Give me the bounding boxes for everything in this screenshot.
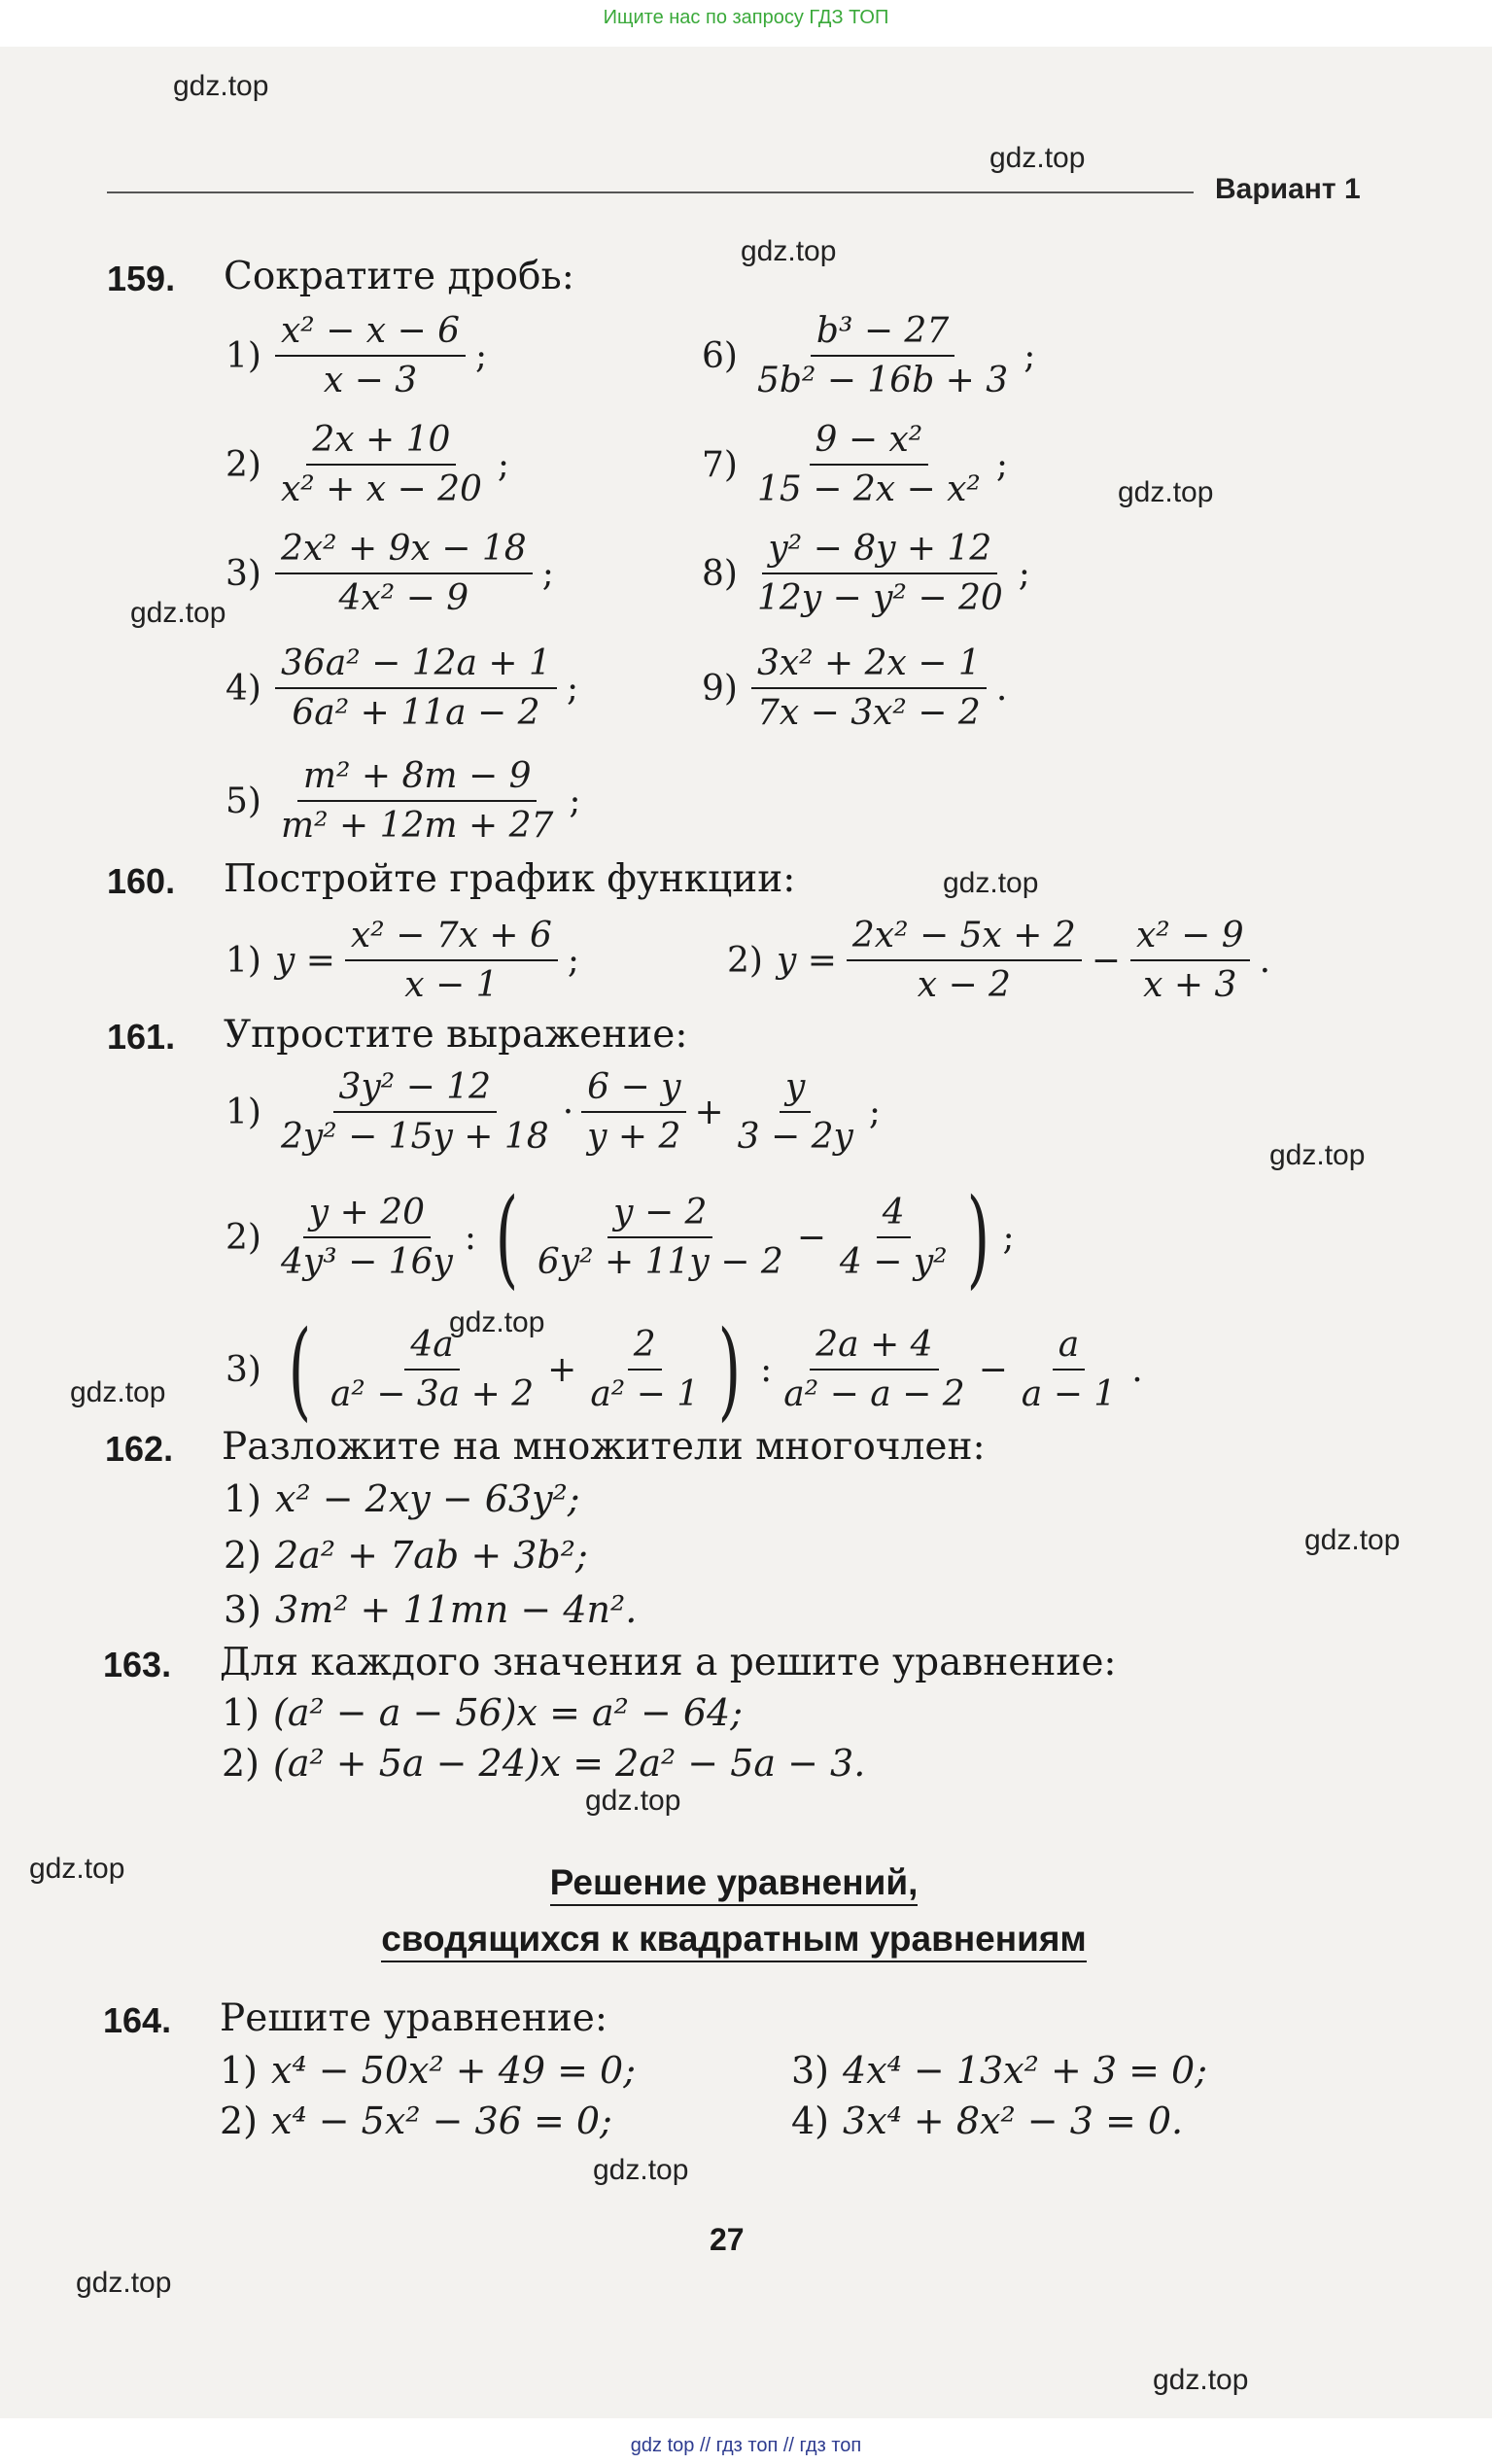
equation-item bbox=[791, 2049, 1207, 2092]
left-paren: ( bbox=[495, 1175, 519, 1300]
fraction bbox=[834, 1193, 954, 1282]
problem-number: 159. bbox=[107, 259, 176, 298]
item-label: 4) bbox=[226, 668, 261, 709]
problem-number: 161. bbox=[107, 1017, 176, 1057]
equation-item bbox=[222, 1742, 865, 1785]
operator: : bbox=[760, 1349, 773, 1390]
lhs: y = bbox=[776, 940, 837, 981]
item-suffix: ; bbox=[567, 940, 579, 981]
problem-number: 160. bbox=[107, 861, 176, 901]
denominator: 3 − 2y bbox=[737, 1117, 853, 1157]
denominator: 15 − 2x − x² bbox=[756, 469, 981, 509]
top-banner: Ищите нас по запросу ГДЗ ТОП bbox=[0, 0, 1492, 35]
left-paren: ( bbox=[288, 1307, 312, 1432]
variant-label: Вариант 1 bbox=[1215, 173, 1361, 205]
fraction-item bbox=[702, 643, 1007, 733]
item-label: 1) bbox=[220, 2049, 259, 2092]
denominator: a − 1 bbox=[1021, 1374, 1117, 1414]
item-suffix: ; bbox=[497, 444, 510, 485]
numerator: 36a² − 12a + 1 bbox=[275, 643, 557, 689]
numerator: y − 2 bbox=[607, 1193, 712, 1238]
item-label: 4) bbox=[791, 2100, 830, 2142]
item-suffix: ; bbox=[995, 444, 1008, 485]
fraction bbox=[847, 916, 1082, 1005]
problem-number: 162. bbox=[105, 1429, 174, 1469]
right-paren: ) bbox=[966, 1175, 989, 1300]
denominator: 4x² − 9 bbox=[338, 578, 469, 618]
function-item bbox=[226, 916, 579, 1005]
polynomial-item bbox=[224, 1477, 580, 1520]
watermark: gdz.top bbox=[593, 2154, 689, 2186]
header-rule bbox=[107, 191, 1194, 193]
fraction-item bbox=[226, 311, 487, 400]
fraction-item bbox=[226, 643, 578, 733]
section-heading-text: сводящихся к квадратным уравнениям bbox=[381, 1919, 1087, 1962]
item-label: 2) bbox=[226, 444, 261, 485]
denominator: 7x − 3x² − 2 bbox=[756, 693, 981, 733]
item-label: 1) bbox=[226, 940, 261, 981]
problem-title: Постройте график функции: bbox=[224, 857, 796, 901]
denominator: m² + 12m + 27 bbox=[280, 806, 554, 846]
operator: − bbox=[1091, 940, 1121, 981]
fraction bbox=[1016, 1325, 1122, 1414]
watermark: gdz.top bbox=[989, 142, 1086, 174]
problem-title: Решите уравнение: bbox=[220, 1996, 608, 2040]
numerator: 3y² − 12 bbox=[333, 1067, 498, 1113]
item-label: 2) bbox=[226, 1217, 261, 1258]
problem-number: 163. bbox=[103, 1645, 172, 1684]
watermark: gdz.top bbox=[29, 1853, 125, 1885]
item-label: 2) bbox=[224, 1534, 262, 1577]
equation-item bbox=[220, 2100, 612, 2142]
expression-item bbox=[226, 1175, 1015, 1300]
operator: + bbox=[547, 1349, 577, 1390]
item-suffix: . bbox=[995, 668, 1008, 709]
denominator: 2y² − 15y + 18 bbox=[280, 1117, 549, 1157]
fraction bbox=[275, 420, 488, 509]
item-suffix: ; bbox=[475, 335, 488, 376]
item-suffix: ; bbox=[1018, 553, 1030, 594]
numerator: b³ − 27 bbox=[811, 311, 954, 357]
watermark: gdz.top bbox=[1304, 1524, 1401, 1556]
fraction bbox=[275, 756, 559, 846]
watermark: gdz.top bbox=[173, 70, 269, 102]
denominator: 5b² − 16b + 3 bbox=[756, 361, 1009, 400]
denominator: 6a² + 11a − 2 bbox=[292, 693, 540, 733]
fraction-item bbox=[702, 420, 1008, 509]
bottom-banner: gdz top // гдз топ // гдз топ bbox=[0, 2428, 1492, 2464]
expression-item bbox=[226, 1067, 881, 1157]
denominator: x² + x − 20 bbox=[280, 469, 482, 509]
numerator: 2x² + 9x − 18 bbox=[275, 529, 533, 574]
operator: − bbox=[796, 1217, 826, 1258]
expression: (a² − a − 56)x = a² − 64; bbox=[273, 1691, 744, 1734]
watermark: gdz.top bbox=[76, 2267, 172, 2299]
item-label: 7) bbox=[702, 444, 738, 485]
expression: 3m² + 11mn − 4n². bbox=[275, 1588, 638, 1631]
fraction bbox=[751, 529, 1009, 618]
item-label: 3) bbox=[226, 553, 261, 594]
item-label: 1) bbox=[226, 1092, 261, 1132]
numerator: 2a + 4 bbox=[810, 1325, 938, 1371]
item-label: 3) bbox=[224, 1588, 262, 1631]
watermark: gdz.top bbox=[70, 1376, 166, 1408]
fraction bbox=[778, 1325, 970, 1414]
watermark: gdz.top bbox=[130, 597, 226, 629]
item-label: 5) bbox=[226, 781, 261, 821]
fraction bbox=[584, 1325, 705, 1414]
item-label: 3) bbox=[791, 2049, 830, 2092]
fraction bbox=[275, 1193, 459, 1282]
numerator: 3x² + 2x − 1 bbox=[751, 643, 987, 689]
item-suffix: . bbox=[1259, 940, 1271, 981]
denominator: 12y − y² − 20 bbox=[756, 578, 1003, 618]
fraction bbox=[581, 1067, 686, 1157]
equation-item bbox=[791, 2100, 1183, 2142]
numerator: 6 − y bbox=[581, 1067, 686, 1113]
item-label: 1) bbox=[226, 335, 261, 376]
expression: 2a² + 7ab + 3b²; bbox=[275, 1534, 588, 1577]
operator: − bbox=[978, 1349, 1008, 1390]
fraction bbox=[532, 1193, 789, 1282]
numerator: y bbox=[780, 1067, 811, 1113]
item-suffix: . bbox=[1131, 1349, 1143, 1390]
denominator: a² − 1 bbox=[590, 1374, 700, 1414]
fraction bbox=[732, 1067, 859, 1157]
item-label: 9) bbox=[702, 668, 738, 709]
item-suffix: ; bbox=[1024, 335, 1036, 376]
watermark: gdz.top bbox=[585, 1785, 681, 1817]
fraction bbox=[751, 643, 987, 733]
watermark: gdz.top bbox=[943, 867, 1039, 899]
item-suffix: ; bbox=[566, 668, 579, 709]
denominator: 6y² + 11y − 2 bbox=[537, 1242, 783, 1282]
expression: (a² + 5a − 24)x = 2a² − 5a − 3. bbox=[273, 1742, 866, 1785]
expression: x⁴ − 50x² + 49 = 0; bbox=[271, 2049, 637, 2092]
item-label: 3) bbox=[226, 1349, 261, 1390]
item-suffix: ; bbox=[541, 553, 554, 594]
problem-title: Разложите на множители многочлен: bbox=[222, 1425, 986, 1469]
item-label: 2) bbox=[727, 940, 763, 981]
fraction bbox=[275, 311, 466, 400]
denominator: x − 3 bbox=[323, 361, 418, 400]
numerator: 9 − x² bbox=[810, 420, 929, 466]
fraction bbox=[275, 643, 557, 733]
section-heading-text: Решение уравнений, bbox=[550, 1862, 919, 1906]
numerator: m² + 8m − 9 bbox=[297, 756, 538, 802]
denominator: y + 2 bbox=[587, 1117, 681, 1157]
item-suffix: ; bbox=[569, 781, 581, 821]
expression: 4x⁴ − 13x² + 3 = 0; bbox=[843, 2049, 1208, 2092]
fraction bbox=[275, 1067, 555, 1157]
section-heading-line1 bbox=[0, 1862, 1468, 1903]
fraction bbox=[751, 420, 987, 509]
problem-title: Упростите выражение: bbox=[224, 1013, 688, 1057]
fraction-item bbox=[226, 529, 554, 618]
fraction bbox=[751, 311, 1014, 400]
expression: x² − 2xy − 63y²; bbox=[275, 1477, 580, 1520]
numerator: y² − 8y + 12 bbox=[762, 529, 997, 574]
item-suffix: ; bbox=[868, 1092, 881, 1132]
right-paren: ) bbox=[717, 1307, 742, 1432]
fraction-item bbox=[702, 529, 1030, 618]
item-label: 1) bbox=[224, 1477, 262, 1520]
polynomial-item bbox=[224, 1534, 588, 1577]
fraction-item bbox=[226, 756, 581, 846]
numerator: 2x + 10 bbox=[306, 420, 456, 466]
operator: · bbox=[562, 1092, 574, 1132]
polynomial-item bbox=[224, 1588, 637, 1631]
fraction bbox=[325, 1325, 539, 1414]
fraction bbox=[275, 529, 533, 618]
denominator: x − 1 bbox=[404, 965, 499, 1005]
operator: + bbox=[694, 1092, 724, 1132]
expression: x⁴ − 5x² − 36 = 0; bbox=[271, 2100, 612, 2142]
item-label: 1) bbox=[222, 1691, 260, 1734]
numerator: x² − x − 6 bbox=[275, 311, 466, 357]
watermark: gdz.top bbox=[1153, 2364, 1249, 2396]
fraction-item bbox=[702, 311, 1035, 400]
watermark: gdz.top bbox=[1118, 476, 1214, 508]
watermark: gdz.top bbox=[741, 235, 837, 267]
numerator: y + 20 bbox=[303, 1193, 431, 1238]
fraction-item bbox=[226, 420, 509, 509]
numerator: a bbox=[1053, 1325, 1085, 1371]
fraction bbox=[345, 916, 558, 1005]
numerator: 2x² − 5x + 2 bbox=[847, 916, 1082, 961]
watermark: gdz.top bbox=[449, 1306, 545, 1338]
section-heading-line2 bbox=[0, 1919, 1468, 1960]
item-label: 8) bbox=[702, 553, 738, 594]
denominator: a² − a − 2 bbox=[783, 1374, 965, 1414]
item-label: 6) bbox=[702, 335, 738, 376]
denominator: 4 − y² bbox=[839, 1242, 948, 1282]
equation-item bbox=[220, 2049, 636, 2092]
operator: : bbox=[464, 1217, 476, 1258]
item-label: 2) bbox=[220, 2100, 259, 2142]
numerator: 4 bbox=[877, 1193, 911, 1238]
expression-item bbox=[226, 1307, 1143, 1432]
item-label: 2) bbox=[222, 1742, 260, 1785]
watermark: gdz.top bbox=[1269, 1139, 1366, 1171]
denominator: x − 2 bbox=[917, 965, 1011, 1005]
denominator: a² − 3a + 2 bbox=[330, 1374, 535, 1414]
problem-title: Для каждого значения a решите уравнение: bbox=[220, 1641, 1117, 1684]
expression: 3x⁴ + 8x² − 3 = 0. bbox=[843, 2100, 1184, 2142]
numerator: x² − 9 bbox=[1130, 916, 1250, 961]
denominator: x + 3 bbox=[1143, 965, 1237, 1005]
item-suffix: ; bbox=[1002, 1217, 1015, 1258]
fraction bbox=[1130, 916, 1250, 1005]
denominator: 4y³ − 16y bbox=[280, 1242, 453, 1282]
problem-number: 164. bbox=[103, 2000, 172, 2040]
function-item bbox=[727, 916, 1270, 1005]
numerator: x² − 7x + 6 bbox=[345, 916, 558, 961]
lhs: y = bbox=[274, 940, 335, 981]
numerator: 2 bbox=[628, 1325, 662, 1371]
problem-title: Сократите дробь: bbox=[224, 255, 574, 298]
equation-item bbox=[222, 1691, 743, 1734]
page-number: 27 bbox=[710, 2222, 745, 2257]
numerator: 4a bbox=[404, 1325, 459, 1371]
